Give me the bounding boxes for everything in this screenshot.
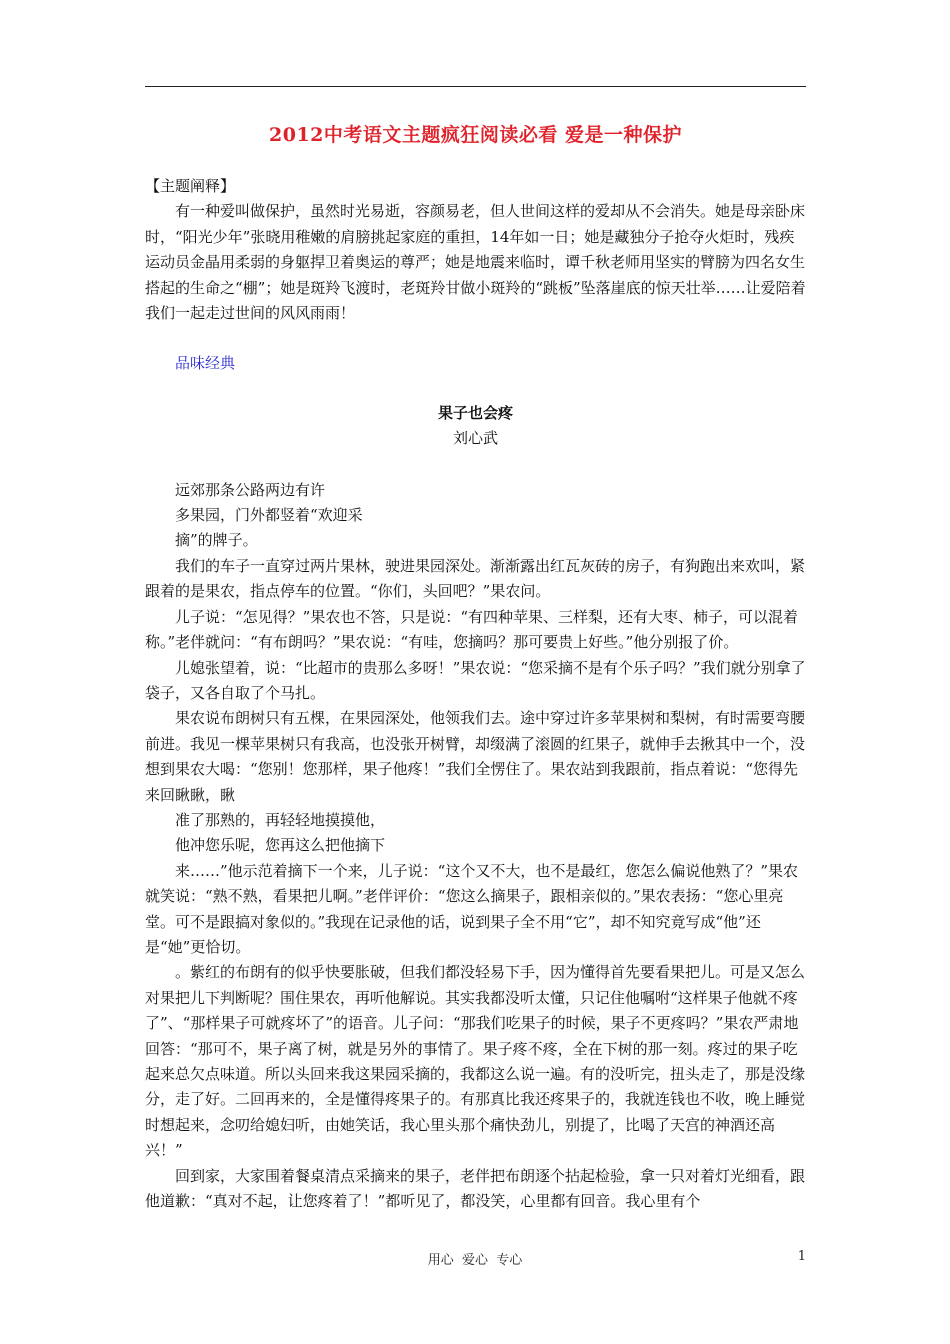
story-paragraph: 多果园，门外都竖着“欢迎采 bbox=[175, 506, 363, 525]
page-number: 1 bbox=[797, 1249, 806, 1264]
document-body bbox=[145, 174, 806, 1214]
footer-slogan: 用心 爱心 专心 bbox=[427, 1253, 523, 1268]
story-paragraph: 我们的车子一直穿过两片果林，驶进果园深处。渐渐露出红瓦灰砖的房子，有狗跑出来欢叫，紧跟着的是果农，指点停车的位置。“你们，头回吧？”果农问。 bbox=[145, 556, 806, 601]
story-paragraph: 儿子说：“怎见得？”果农也不答，只是说：“有四种苹果、三样梨，还有大枣、柿子，可以混着称。”老伴就问：“有布朗吗？”果农说：“有哇，您摘吗？那可要贵上好些。”他分别报了价。 bbox=[145, 607, 799, 652]
spacer bbox=[145, 452, 806, 478]
story-paragraph: 摘”的牌子。 bbox=[175, 531, 258, 550]
story-author: 刘心武 bbox=[452, 429, 498, 448]
story-paragraph: 准了那熟的，再轻轻地摸摸他， bbox=[175, 810, 386, 829]
story-paragraph: 回到家，大家围着餐桌清点采摘来的果子，老伴把布朗逐个拈起检验，拿一只对着灯光细看，跟他道歉：“真对不起，让您疼着了！”都听见了，都没笑，心里都有回音。我心里有个 bbox=[145, 1166, 806, 1211]
theme-paragraph: 有一种爱叫做保护，虽然时光易逝，容颜易老，但人世间这样的爱却从不会消失。她是母亲卧床时，“阳光少年”张晓用稚嫩的肩膀挑起家庭的重担，14年如一日；她是藏独分子抢夺火炬时，残疾运动员金晶用柔弱的身躯捍卫着奥运的尊严；她是地震来临时，谭千秋老师用坚实的臂膀为四名女生搭起的生命之“棚”；她是斑羚飞渡时，老斑羚甘做小斑羚的“跳板”坠落崖底的惊天壮举……让爱陪着我们一起走过世间的风风雨雨！ bbox=[145, 202, 806, 323]
story-paragraph: 果农说布朗树只有五棵，在果园深处，他领我们去。途中穿过许多苹果树和梨树，有时需要弯腰前进。我见一棵苹果树只有我高，也没张开树臂，却缀满了滚圆的红果子，就伸手去揪其中一个，没想到果农大喝：“您别！您那样，果子他疼！”我们全愣住了。果农站到我跟前，指点着说：“您得先来回瞅瞅，瞅 bbox=[145, 709, 806, 804]
theme-label: 【主题阐释】 bbox=[145, 177, 236, 195]
story-paragraph: 他冲您乐呢，您再这么把他摘下 bbox=[175, 836, 386, 855]
story-title: 果子也会疼 bbox=[437, 403, 513, 422]
document-title: 2012中考语文主题疯狂阅读必看 爱是一种保护 bbox=[269, 124, 682, 146]
story-paragraph: 来……”他示范着摘下一个来，儿子说：“这个又不大，也不是最红，您怎么偏说他熟了？”果农就笑说：“熟不熟，看果把儿啊。”老伴评价：“您这么摘果子，跟相亲似的。”果农表扬：“您心里亮堂。可不是跟搞对象似的。”我现在记录他的话，说到果子全不用“它”，却不知究竟写成“他”还是“她”更恰切。 bbox=[145, 861, 799, 956]
story-paragraph: 。紫红的布朗有的似乎快要胀破，但我们都没轻易下手，因为懂得首先要看果把儿。可是又怎么对果把儿下判断呢？围住果农，再听他解说。其实我都没听太懂，只记住他嘱咐“这样果子他就不疼了”、“那样果子可就疼坏了”的语音。儿子问：“那我们吃果子的时候，果子不更疼吗？”果农严肃地回答：“那可不，果子离了树，就是另外的事情了。果子疼不疼，全在下树的那一刻。疼过的果子吃起来总欠点味道。所以头回来我这果园采摘的，我都这么说一遍。有的没听完，扭头走了，那是没缘分，走了好。二回再来的，全是懂得疼果子的。有那真比我还疼果子的，我就连钱也不收，晚上睡觉时想起来，念叨给媳妇听，由她笑话，我心里头那个痛快劲儿，别提了，比喝了天宫的神酒还高兴！” bbox=[145, 963, 806, 1160]
section-label: 品味经典 bbox=[175, 354, 236, 373]
story-paragraph: 儿媳张望着，说：“比超市的贵那么多呀！”果农说：“您采摘不是有个乐子吗？”我们就分别拿了袋子，又各自取了个马扎。 bbox=[145, 658, 806, 702]
header-rule bbox=[145, 86, 806, 87]
story-paragraph: 远郊那条公路两边有许 bbox=[175, 480, 326, 499]
story-paragraphs bbox=[145, 478, 806, 1215]
